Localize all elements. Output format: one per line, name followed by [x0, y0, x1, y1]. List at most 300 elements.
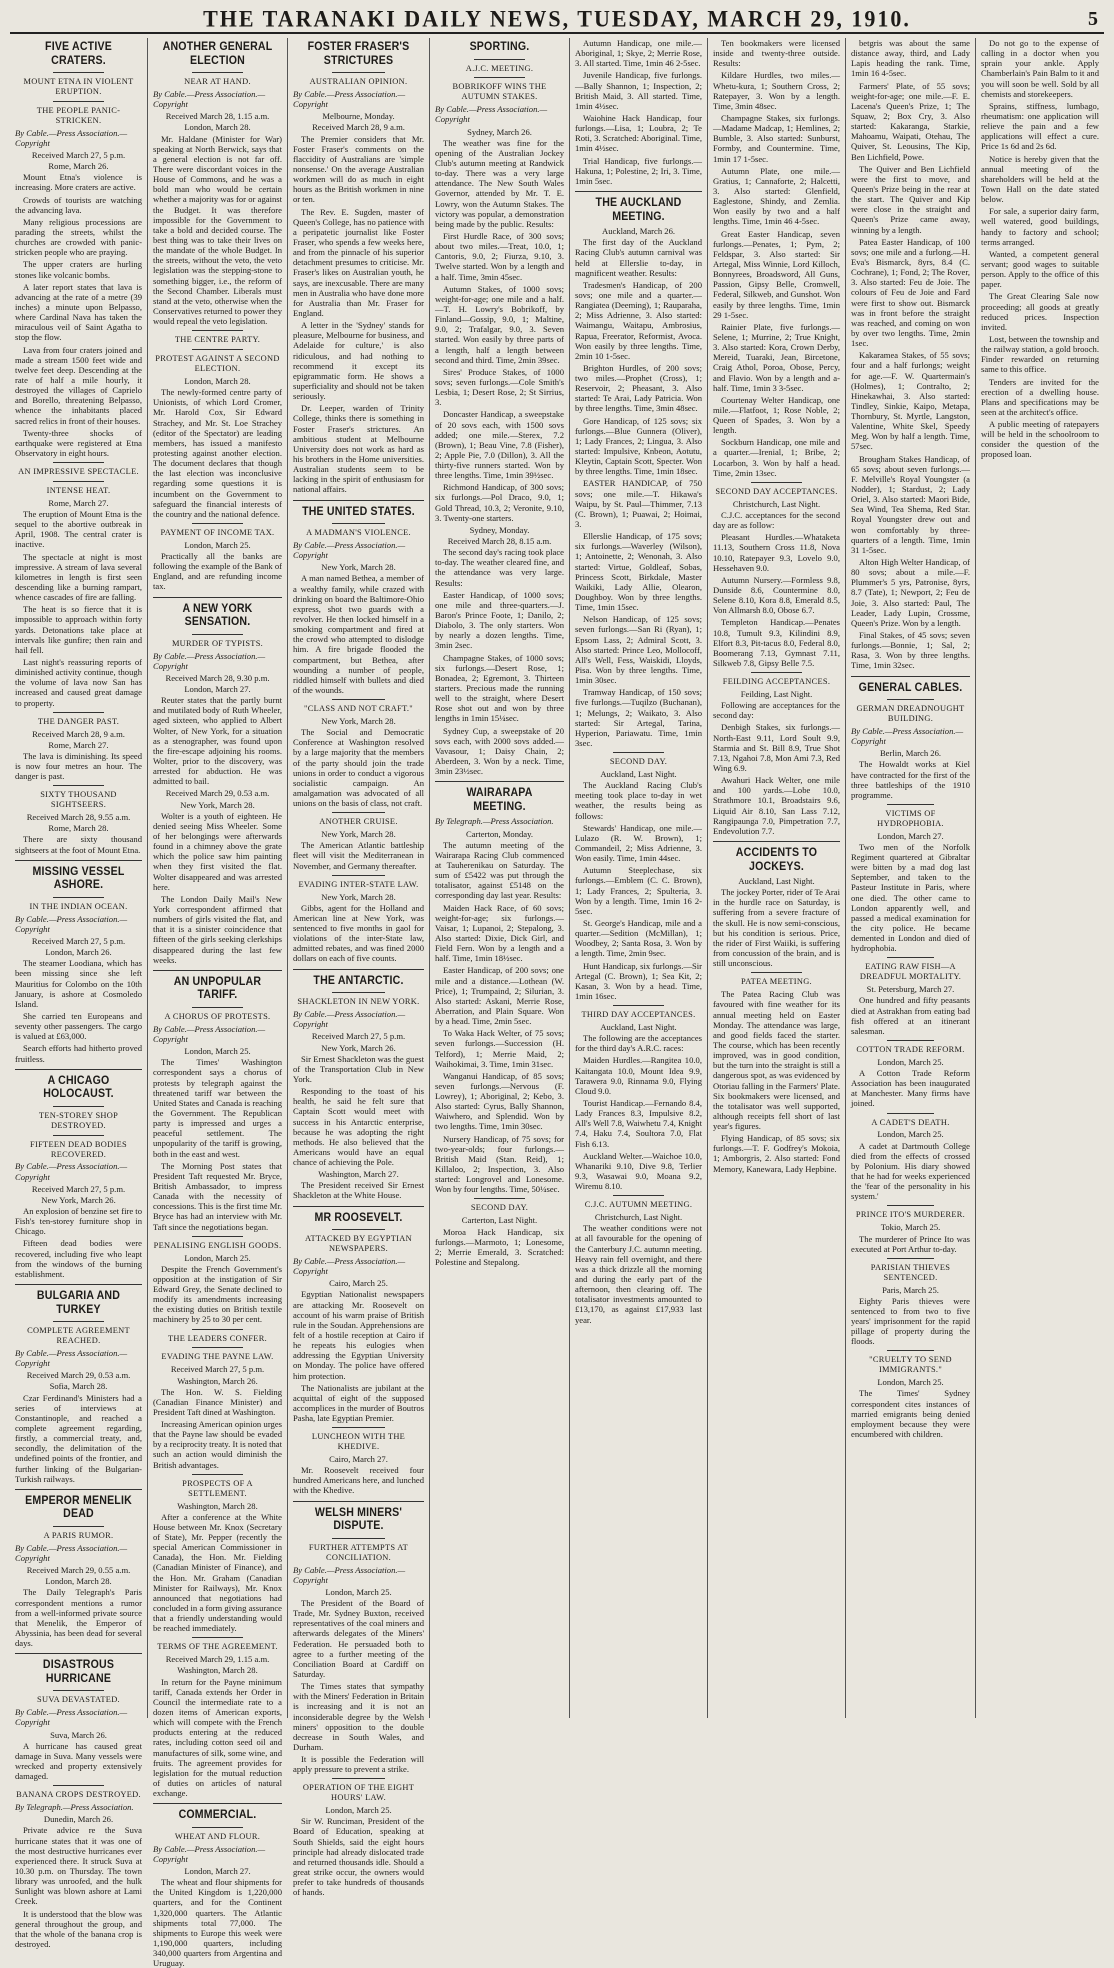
paragraph: A man named Bethea, a member of a wealthy family, while crazed with drinking on board the Baltimore-Ohio express, shot two guards with a revolver. He then locked himself in a smoking compartment and fired at the crowd who attempted to dislodge him. A fire brigade flooded the compartment, but Bethea, after wounding a number of people, riddled himself with bullets and died of the wounds. — [293, 573, 424, 695]
subheadline: A PARIS RUMOR. — [43, 1530, 114, 1540]
headline: GENERAL CABLES. — [858, 681, 963, 694]
dispatch-info: London, March 27. — [184, 1866, 251, 1877]
paragraph: Private advice re the Suva hurricane states that it was one of the most destructive hurricanes ever experienced there. It struck Suva at 10.30 p.m. on Thursday. The town library was unroofed, and the hulk Sunlight was blown ashore at Lami Creek. — [15, 1825, 142, 1907]
section-rule — [192, 330, 244, 331]
paragraph: Gore Handicap, of 125 sovs; six furlongs.—Blue Gunnera (Oliver), 1; Lady Frances, 2; Lingua, 3. Also started: Impulsive, Knbeon, Aotutu, Kleytin, Captain Scott, Specter. Won by three lengths. Time, 1min 18sec. — [575, 415, 702, 477]
paragraph: Doncaster Handicap, a sweepstake of 20 sovs each, with 1500 sovs added; one mile.—Sterex, 7.2 (Brown), 1; Beau Vine, 7.8 (Fisher), 2; Apple Pie, 7.0 (Dillon), 3. All the thirty-five runners started. Won by three lengths. Time, 1min 39½sec. — [435, 409, 564, 481]
headline: ANOTHER GENERAL ELECTION — [162, 41, 273, 67]
column-8 — [976, 38, 1104, 1718]
column-rule — [15, 1069, 142, 1070]
paragraph: Sydney Cup, a sweepstake of 20 sovs each, with 2000 sovs added.—Vavasour, 1; Daisy Chain, 2; Aberdeen, 3. Won by a neck. Time, 3min 23½sec. — [435, 725, 564, 777]
dateline: By Cable.—Press Association.—Copyright — [293, 539, 406, 561]
dispatch-info: Received March 27, 5 p.m. — [31, 1183, 126, 1194]
subheadline: FURTHER ATTEMPTS AT CONCILIATION. — [308, 1542, 409, 1562]
paragraph: The Times' Washington correspondent says a chorus of protests by telegraph against the threatened tariff war between the United States and Canada is reaching the Government. The Republican party is impressed and urges a peaceful settlement. The unpopularity of the tariff is growing, both in the east and west. — [153, 1057, 282, 1159]
paragraph: The weather conditions were not at all favourable for the opening of the Canterbury J.C. autumn meeting. Heavy rain fell overnight, and there was a thick drizzle all the morning and during the early part of the afternoon, then clearing off. The totalisator investments amounted to £13,170, as against £17,933 last year. — [575, 1223, 702, 1325]
paragraph: Gibbs, agent for the Holland and American line at New York, was sentenced to five months in gaol for violations of the inter-State law, admitted rebates, and was fined 2000 dollars on each of five counts. — [293, 902, 424, 964]
paragraph: Farmers' Plate, of 55 sovs; weight-for-age; one mile.—F. E. Lacena's Queen's Prize, 1; The Squaw, 2; Box Cry, 3. Also started: Kakaranga, Starkie, Mahoamu, Waipati, Otehau, The Quiver, St. Leousins, The Kip, Ben Lichfield, Powe. — [851, 80, 970, 162]
headline: THE UNITED STATES. — [302, 505, 415, 518]
paragraph: Richmond Handicap, of 300 sovs; six furlongs.—Pol Draco, 9.0, 1; Gold Thread, 10.3, 2; Veronite, 9.10, 3. Twenty-one starters. — [435, 482, 564, 523]
dispatch-info: New York, March 28. — [321, 829, 396, 840]
paragraph: Mr. Haldane (Minister for War) speaking at North Berwick, says that a general election is not far off. There were discordant voices in the House of Commons, and he was a bold man who would be certain whether a majority was for or against the Budget. It was therefore impossible for the Government to take a bold and decided course. The best thing was to take their lives on the mandate of the whole Budget. In the streets, without the veto, the veto legislation was the stepping-stone to something bigger, i.e., the reform of the Second Chamber. Liberals must stand at the veto, otherwise when the Conservatives returned to power they would repeal the veto legislation. — [153, 133, 282, 327]
dispatch-info: Auckland, Last Night. — [600, 1022, 677, 1033]
headline: THE ANTARCTIC. — [313, 974, 404, 987]
subheadline: GERMAN DREADNOUGHT BUILDING. — [856, 704, 965, 724]
subheadline: EVADING INTER-STATE LAW. — [298, 879, 419, 889]
subheadline: PAYMENT OF INCOME TAX. — [160, 527, 275, 537]
section-rule — [887, 1205, 935, 1206]
column-1 — [10, 38, 148, 1949]
paragraph: Autumn Nursery.—Formless 9.8, Dunside 8.6, Countermine 8.0, Selene 8.10, Kora 8.8, Emerald 8.5, Von Allmarsh 8.0, Obose 6.7. — [713, 574, 840, 616]
subheadline: FEILDING ACCEPTANCES. — [722, 677, 831, 687]
paragraph: To Waka Hack Welter, of 75 sovs; seven furlongs.—Succession (H. Telford), 1; Merrie Maid, 2; Waihokimai, 3. Time, 1min 31sec. — [435, 1028, 564, 1069]
dispatch-info: Received March 28, 9 a.m. — [312, 122, 405, 133]
paragraph: Alton High Welter Handicap, of 80 sovs; about a mile.—F. Plummer's 5 yrs, Patronise, 8yrs, 8.7 (Tate), 1; Newport, 2; Feu de Joie, 3. Also started: Paul, The Leader, Lady Lupin, Crossme, Queen's Prize. Won by a length. — [851, 557, 970, 628]
subheadline: SECOND DAY. — [609, 757, 668, 767]
dispatch-info: London, March 26. — [45, 947, 112, 958]
paragraph: Sockburn Handicap, one mile and a quarter.—Irenial, 1; Bribe, 2; Locarbon, 3. Won by half a head. Time, 2min 13sec. — [713, 437, 840, 478]
dispatch-info: New York, March 26. — [321, 1042, 396, 1053]
paragraph: Hunt Handicap, six furlongs.—Sir Artegal (C. Brown), 1; Sea Kit, 2; Kasan, 3. Won by a head. Time, 1min 16sec. — [575, 960, 702, 1001]
dateline: By Cable.—Press Association.—Copyright — [153, 1843, 266, 1864]
paragraph: The American Atlantic battleship fleet will visit the Mediterranean in November, and Germany thereafter. — [293, 840, 424, 871]
paragraph: The President received Sir Ernest Shackleton at the White House. — [293, 1180, 424, 1201]
section-rule — [887, 957, 935, 958]
paragraph: Despite the French Government's opposition at the instigation of Sir Edward Grey, the Senate declined to modify its amendments increasing the existing duties on British textile machinery by 25 to 30 per cent. — [153, 1263, 282, 1325]
subheadline: PRINCE ITO'S MURDERER. — [855, 1210, 966, 1220]
dispatch-info: Melbourne, Monday. — [322, 111, 395, 122]
paragraph: Autumn Handicap, one mile.—Aboriginal, 1; Skye, 2; Merrie Rose, 3. All started. Time, 1min 46 2-5sec. — [575, 38, 702, 69]
subheadline: COMPLETE AGREEMENT REACHED. — [27, 1326, 130, 1346]
section-rule — [887, 804, 935, 805]
headline: A CHICAGO HOLOCAUST. — [43, 1074, 114, 1101]
section-rule — [887, 1040, 935, 1041]
paragraph: A Cotton Trade Reform Association has been inaugurated at Manchester. Many firms have joined. — [851, 1068, 970, 1109]
dispatch-info: Auckland, Last Night. — [738, 876, 815, 887]
column-rule — [851, 676, 970, 677]
paragraph: The Quiver and Ben Lichfield were the first to move, and Queen's Prize being in the rear at the start. The Quiver and Kip were close in the straight and Queen's Prize came away, winning by a length. — [851, 163, 970, 235]
dateline: By Telegraph.—Press Association. — [15, 1802, 134, 1813]
paragraph: Waiohine Hack Handicap, four furlongs.—Lisa, 1; Loubra, 2; Te Roti, 3. Scratched: Aboriginal. Time, 1min 4½sec. — [575, 112, 702, 154]
section-rule — [332, 812, 384, 813]
paragraph: St. George's Handicap, mile and a quarter.—Sedition (McMillan), 1; Woodbey, 2; Santa Rosa, 3. Won by a length. Time, 2min 9sec. — [575, 918, 702, 959]
section-rule — [192, 72, 244, 73]
subheadline: ATTACKED BY EGYPTIAN NEWSPAPERS. — [305, 1234, 412, 1254]
paragraph: Czar Ferdinand's Ministers had a series of interviews at Constantinople, and reached a complete agreement regarding, firstly, a commercial treaty, and, secondly, the delimitation of the undefined points of the frontier, and further linking of the Bulgarian-Turkish railways. — [15, 1392, 142, 1484]
section-rule — [887, 1350, 935, 1351]
paragraph: Twenty-three shocks of earthquake were registered at Etna Observatory in eight hours. — [15, 427, 142, 458]
section-rule — [332, 72, 384, 73]
section-rule — [332, 1229, 384, 1230]
dispatch-info: Received March 27, 5 p.m. — [31, 150, 126, 161]
paragraph: The Daily Telegraph's Paris correspondent mentions a rumor from a well-informed private source that Menelik, the Emperor of Abyssinia, has been dead for several days. — [15, 1587, 142, 1649]
section-rule — [192, 1329, 244, 1330]
dispatch-info: New York, March 28. — [180, 799, 255, 810]
section-rule — [332, 1538, 384, 1539]
paragraph: Patea Easter Handicap, of 100 sovs; one mile and a furlong.—H. Eva's Bismarck, 8yrs, 8.4 (C. Cochrane), 1; Fond, 2; The Rover, 3. Also started: Feu de Joie. The colours of Feu de Joie and Fard were first to show out. Bismarck was in front before the straight was reached, and coming on won by over two lengths. Time, 2min 1sec. — [851, 236, 970, 349]
dispatch-info: Received March 27, 5 p.m. — [31, 936, 126, 947]
section-rule — [751, 672, 802, 673]
section-rule — [53, 785, 104, 786]
column-rule — [293, 500, 424, 501]
paragraph: Dr. Leeper, warden of Trinity College, thinks there is something in Foster Fraser's strictures. An ambitious student at Melbourne University does not work as hard as his brothers in the Home universities. Australian students seem to be lacking in the spirit of enthusiasm for national affairs. — [293, 403, 424, 495]
dispatch-info: Washington, March 26. — [177, 1375, 258, 1386]
column-rule — [15, 1284, 142, 1285]
paragraph: She carried ten Europeans and seventy other passengers. The cargo is valued at £63,000. — [15, 1011, 142, 1042]
dispatch-info: London, March 25. — [325, 1805, 392, 1816]
headline: FOSTER FRASER'S STRICTURES — [307, 41, 410, 67]
section-rule — [332, 875, 384, 876]
paragraph: Ten bookmakers were licensed inside and twenty-three outside. Results: — [713, 38, 840, 69]
paragraph: The spectacle at night is most impressive. A stream of lava several kilometres in length is first seen descending like a burning rampart, whence cascades of fire are falling. — [15, 551, 142, 603]
dispatch-info: Washington, March 27. — [318, 1169, 399, 1180]
paragraph: Final Stakes, of 45 sovs; seven furlongs.—Bonnie, 1; Sal, 2; Rasa, 3. Won by three lengths. Time, 1min 32sec. — [851, 630, 970, 671]
subheadline: THE LEADERS CONFER. — [168, 1333, 267, 1343]
section-rule — [53, 101, 104, 102]
subheadline: TEN-STOREY SHOP DESTROYED. — [38, 1110, 119, 1130]
paragraph: Responding to the toast of his health, he said he felt sure that Captain Scott would meet with success in his Antarctic enterprise, because he was adopting the right methods. He also believed that the Americans would have an equal chance of achieving the Pole. — [293, 1086, 424, 1168]
section-rule — [192, 634, 244, 635]
paragraph: The lava is diminishing. Its speed is now four metres an hour. The danger is past. — [15, 750, 142, 782]
paragraph: It is possible the Federation will apply pressure to prevent a strike. — [293, 1754, 424, 1775]
paragraph: Following are acceptances for the second day: — [713, 700, 840, 721]
subheadline: "CRUELTY TO SEND IMMIGRANTS." — [869, 1355, 952, 1375]
paragraph: Increasing American opinion urges that the Payne law should be evaded by a reciprocity treaty. It is noted that such an action would diminish the British advantages. — [153, 1419, 282, 1470]
paragraph: Tourist Handicap.—Fernando 8.4, Lady Frances 8.3, Impulsive 8.2, All's Well 7.8, Waiwhetu 7.4, Knight 7.4, Haku 7.4, Soultora 7.0, Flat Fish 6.13. — [575, 1098, 702, 1149]
paragraph: The steamer Loodiana, which has been missing since she left Mauritius for Colombo on the 10th January, is ashore at Cosmoledo Island. — [15, 958, 142, 1009]
headline: COMMERCIAL. — [178, 1809, 257, 1822]
headline: THE AUCKLAND MEETING. — [595, 196, 682, 223]
section-rule — [332, 523, 384, 524]
section-rule — [613, 1005, 664, 1006]
paragraph: The eruption of Mount Etna is the sequel to the abortive outbreak in April, 1908. The central crater is inactive. — [15, 509, 142, 550]
section-rule — [53, 1526, 104, 1527]
section-rule — [53, 712, 104, 713]
subheadline: SECOND DAY. — [470, 1203, 529, 1213]
paragraph: Brougham Stakes Handicap, of 65 sovs; about seven furlongs.—F. Melville's Royal Youngster (a Nodder), 1; Stardust, 2; Lady Oriel, 3. Also started: Maori Bide, Sea Wind, Tea Shema, Red Star. Royal Youngster drew out and won comfortably by three-quarters of a length. Time, 1min 31 1-5sec. — [851, 453, 970, 555]
column-rule — [15, 1489, 142, 1490]
dispatch-info: Berlin, March 26. — [879, 748, 942, 759]
dispatch-info: Christchurch, Last Night. — [594, 1212, 683, 1223]
section-rule — [53, 1135, 104, 1136]
dispatch-info: Rome, March 28. — [48, 823, 109, 834]
paragraph: Trial Handicap, five furlongs.—Hakuna, 1; Polestine, 2; Iri, 3. Time, 1min 5sec. — [575, 155, 702, 186]
paragraph: Tradesmen's Handicap, of 200 sovs; one mile and a quarter.—Rangiatea (Deeming), 1; Rauparaha, 2; Miss Adrienne, 3. Also started: Waimangu, Waitapu, Ambrosius, Rapua, Freerator, Reformist, Avoca. Won easily by three lengths. Time, 2min 10 1-5sec. — [575, 279, 702, 361]
subheadline: AUSTRALIAN OPINION. — [309, 77, 408, 87]
paragraph: Wanganui Handicap, of 85 sovs; seven furlongs.—Nervous (F. Lowrey), 1; Aboriginal, 2; Kebo, 3. Also started: Cyrus, Bally Shannon, Waiwhero, and Splendid. Won by two lengths. Time, 1min 30sec. — [435, 1070, 564, 1132]
paragraph: Sir W. Runciman, President of the Board of Education, speaking at South Shields, said the eight hours principle had already dislocated trade and returned thousands idle. Should a great strike occur, the owners would prefer to take hundreds of thousands of hands. — [293, 1816, 424, 1898]
paragraph: The upper craters are hurling stones like volcanic bombs. — [15, 259, 142, 280]
headline: FIVE ACTIVE CRATERS. — [45, 41, 112, 67]
paragraph: The newly-formed centre party of Unionists, of which Lord Cromer, Mr. Harold Cox, Sir Edward Strachey, and Mr. St. Loe Strachey (editor of the Spectator) are leading members, has issued a manifesto protesting against another election. The document declares that though the last election was inconclusive regarding some questions it is incumbent on the Government to safeguard the financial interests of the country and the national defence. — [153, 387, 282, 519]
dispatch-info: Received March 29, 0.53 a.m. — [26, 1370, 131, 1381]
dispatch-info: Received March 28, 9.55 a.m. — [26, 812, 131, 823]
section-rule — [751, 972, 802, 973]
dateline: By Cable.—Press Association.—Copyright — [293, 89, 406, 110]
subheadline: BANANA CROPS DESTROYED. — [16, 1790, 141, 1800]
section-rule — [613, 752, 664, 753]
dateline: By Cable.—Press Association.—Copyright — [15, 1707, 128, 1728]
section-rule — [53, 897, 104, 898]
paragraph: Autumn Steeplechase, six furlongs.—Emblem (C. C. Brown), 1; Lady Frances, 2; Spulteria, 3. Won by a length. Time, 1min 16 2-5sec. — [575, 865, 702, 916]
section-rule — [332, 1427, 384, 1428]
subheadline: THE CENTRE PARTY. — [174, 335, 261, 345]
subheadline: NEAR AT HAND. — [184, 77, 251, 87]
dateline: By Cable.—Press Association.—Copyright — [851, 725, 964, 747]
paragraph: Auckland Welter.—Waichoe 10.0, Whanariki 9.10, Dive 9.8, Terlier 9.3, Wasawai 9.0, Moana 9.2, Wiremu 8.10. — [575, 1150, 702, 1192]
subheadline: TERMS OF THE AGREEMENT. — [157, 1642, 278, 1652]
paragraph: Last night's reassuring reports of diminished activity continue, though the volume of lava now San has increased and caused great damage to property. — [15, 657, 142, 708]
paragraph: Lava from four craters joined and made a stream 1500 feet wide and twelve feet deep. Descending at the rate of half a mile hourly, it destroyed the villages of Caprielo and Borello, threatening Belpasso, whence the inhabitants placed sacred relics in front of their houses. — [15, 344, 142, 426]
section-rule — [474, 77, 526, 78]
headline: MISSING VESSEL ASHORE. — [32, 865, 125, 892]
column-rule — [153, 597, 282, 598]
dateline: By Cable.—Press Association.—Copyright — [293, 1564, 406, 1585]
subheadline: MURDER OF TYPISTS. — [171, 638, 264, 648]
masthead — [10, 6, 1104, 34]
section-rule — [332, 1778, 384, 1779]
paragraph: Templeton Handicap.—Penates 10.8, Tumult 9.3, Kilindini 8.9, Elfort 8.3, Pit-tacus 8.0, Federal 8.0, Boomerang 7.13, Gymnast 7.11, Silkweb 7.8, Gipsy Belle 7.5. — [713, 617, 840, 668]
subheadline: ANOTHER CRUISE. — [319, 817, 398, 827]
column-rule — [153, 1803, 282, 1804]
paragraph: Autumn Stakes, of 1000 sovs; weight-for-age; one mile and a half.—T. H. Lowry's Bobrikoff, by Finland—Gossip, 9.0, 1; Maltine, 9.0, 2; Trafalgar, 9.0, 3. Seven started. Won easily by three parts of a length, half a length between second and third. Time, 2min 39sec. — [435, 283, 564, 365]
paragraph: Two men of the Norfolk Regiment quartered at Gibraltar were bitten by a mad dog last September, and taken to the Pasteur Institute in Paris, where one died. The other came to London apparently well, and passed a medical examination for the city police. He became demented in London and died of hydrophobia. — [851, 841, 970, 954]
section-rule — [53, 481, 104, 482]
paragraph: The Auckland Racing Club's meeting took place to-day in wet weather, the results being as follows: — [575, 780, 702, 821]
paragraph: Champagne Stakes, of 1000 sovs; six furlongs.—Desert Rose, 1; Bonadea, 2; Egremont, 3. Thirteen starters. Precious made the running well to the straight, where Desert Rose shot out and won by three lengths in 1min 15¼sec. — [435, 652, 564, 724]
paragraph: Crowds of tourists are watching the advancing lava. — [15, 194, 142, 215]
column-rule — [15, 860, 142, 861]
section-rule — [53, 462, 104, 463]
paragraph: Kakaramea Stakes, of 55 sovs; four and a half furlongs; weight for age.—F. W. Quartermain's (Holmes), 1; Contralto, 2; Hinekawhai, 3. Also started: Tindley, Sinkie, Kaipo, Metapa, Thornbury, St. Myrtle, Langston, Valentine, White Skel, Speedy Meg. Won by half a length. Time, 57sec. — [851, 350, 970, 452]
dispatch-info: London, March 28. — [45, 1576, 112, 1587]
dispatch-info: Rome, March 26. — [48, 161, 109, 172]
headline: WAIRARAPA MEETING. — [466, 787, 533, 813]
headline: EMPEROR MENELIK DEAD — [25, 1494, 132, 1521]
dateline: By Cable.—Press Association.—Copyright — [15, 1347, 128, 1369]
paragraph: Wanted, a competent general servant; good wages to suitable person. Apply to the office of this paper. — [981, 248, 1099, 290]
dateline: By Cable.—Press Association.—Copyright — [435, 104, 548, 125]
subheadline: VICTIMS OF HYDROPHOBIA. — [877, 808, 944, 828]
section-rule — [192, 1827, 244, 1828]
section-rule — [192, 1007, 244, 1008]
paragraph: First Hurdle Race, of 300 sovs; about two miles.—Treat, 10.0, 1; Cantoris, 9.0, 2; Fiurza, 9.10, 3. Twelve started. Won by a length and a half. Time, 3min 45sec. — [435, 230, 564, 282]
paragraph: Maiden Hurdles.—Rangitea 10.0, Kaitangata 10.0, Mount Idea 9.9, Tarawera 9.0, Rinnama 9.0, Flying Cloud 9.0. — [575, 1055, 702, 1096]
dispatch-info: Carterton, Monday. — [466, 828, 533, 839]
subheadline: A.J.C. MEETING. — [465, 63, 534, 73]
subheadline: C.J.C. AUTUMN MEETING. — [584, 1200, 693, 1210]
dateline: By Cable.—Press Association.—Copyright — [153, 89, 266, 110]
paragraph: In return for the Payne minimum tariff, Canada extends her Order in Council the intermediate rate to a dozen items of American exports, which will compete with the French products entering at the reduced rates, including cotton seed oil and manufactures of silk, some wine, and fruits. The agreement provides for legislation for the mutual reduction of duties on articles of natural exchange. — [153, 1676, 282, 1799]
dispatch-info: Cairo, March 27. — [329, 1454, 388, 1465]
dispatch-info: New York, March 26. — [41, 1194, 116, 1205]
dateline: By Telegraph.—Press Association. — [435, 816, 554, 827]
paragraph: The autumn meeting of the Wairarapa Racing Club commenced at Tauherenikau on Saturday. The sum of £5422 was put through the totalisator, against £5148 on the corresponding day last year. Results: — [435, 839, 564, 901]
paragraph: Mr. Roosevelt received four hundred Americans here, and lunched with the Khedive. — [293, 1465, 424, 1496]
dispatch-info: Received March 29, 0.53 a.m. — [165, 788, 270, 799]
dateline: By Cable.—Press Association.—Copyright — [293, 1009, 406, 1030]
column-4 — [430, 38, 570, 1718]
dateline: By Cable.—Press Association.—Copyright — [15, 127, 128, 148]
section-rule — [192, 1236, 244, 1237]
newspaper-title: THE TARANAKI DAILY NEWS, TUESDAY, MARCH 29, 1910. — [203, 5, 911, 32]
section-rule — [332, 699, 384, 700]
subheadline: A MADMAN'S VIOLENCE. — [306, 528, 411, 538]
paragraph: Brighton Hurdles, of 200 sovs; two miles.—Prophet (Cross), 1; Reservoir, 2; Pheasant, 3. Also started: Te Arai, Lady Patricia. Won by three lengths. Time, 3min 48sec. — [575, 362, 702, 414]
dispatch-info: New York, March 28. — [321, 562, 396, 573]
subheadline: SHACKLETON IN NEW YORK. — [297, 997, 420, 1007]
dispatch-info: London, March 25. — [184, 1252, 251, 1263]
subheadline: MOUNT ETNA IN VIOLENT ERUPTION. — [23, 77, 134, 97]
paragraph: Sires' Produce Stakes, of 1000 sovs; seven furlongs.—Cole Smith's Lesbia, 1; Desert Rose, 2; St Sirrius, 3. — [435, 366, 564, 408]
column-5 — [570, 38, 708, 1718]
dispatch-info: London, March 25. — [877, 1377, 944, 1388]
paragraph: betgris was about the same distance away, third, and Lady Lapis heading the rank. Time, 1min 16 4-5sec. — [851, 38, 970, 79]
headline: DISASTROUS HURRICANE — [42, 1659, 115, 1685]
paragraph: The heat is so fierce that it is impossible to approach within forty yards. Detonations take place at intervals like gunfire; then rain and hail fell. — [15, 604, 142, 655]
paragraph: Sprains, stiffness, lumbago, rheumatism: one application will relieve the pain and a few applications will effect a cure. Price 1s 6d and 2s 6d. — [981, 100, 1099, 152]
subheadline: OPERATION OF THE EIGHT HOURS' LAW. — [302, 1783, 415, 1803]
subheadline: SIXTY THOUSAND SIGHTSEERS. — [40, 790, 117, 810]
section-rule — [613, 1195, 664, 1196]
dispatch-info: St. Petersburg, March 27. — [866, 984, 955, 995]
dispatch-info: London, March 27. — [184, 684, 251, 695]
column-rule — [713, 841, 840, 842]
paragraph: The Nationalists are jubilant at the acquittal of eight of the supposed accomplices in the murder of Boutros Pasha, late Egyptian Premier. — [293, 1382, 424, 1424]
subheadline: A CHORUS OF PROTESTS. — [164, 1011, 271, 1021]
section-rule — [887, 699, 935, 700]
paragraph: A hurricane has caused great damage in Suva. Many vessels were wrecked and property extensively damaged. — [15, 1740, 142, 1782]
paragraph: Easter Handicap, of 1000 sovs; one mile and three-quarters.—J. Baron's Prince Foote, 1; Danilo, 2; Diabolo, 3. The only starters. Won by nearly a dozen lengths. Time, 3min 2sec. — [435, 589, 564, 651]
section-rule — [887, 1113, 935, 1114]
paragraph: Maiden Hack Race, of 60 sovs; weight-for-age; six furlongs.—Vaisar, 1; Lupanoi, 2; Stepalong, 3. Also started: Dixie, Dick Girl, and Field Fern. Won by a length and a half. Time, 1min 18½sec. — [435, 902, 564, 964]
paragraph: Pleasant Hurdles.—Whataketa 11.13, Southern Cross 11.8, Nova 10.10, Ratepayer 9.3, Lovelo 9.0, Hessehaven 9.0. — [713, 532, 840, 573]
dispatch-info: Carterton, Last Night. — [461, 1215, 538, 1226]
paragraph: It is understood that the blow was general throughout the group, and that the whole of the banana crop is destroyed. — [15, 1908, 142, 1949]
section-rule — [192, 349, 244, 350]
dateline: By Cable.—Press Association.—Copyright — [15, 1542, 128, 1563]
paragraph: Sir Ernest Shackleton was the guest of the Transportation Club in New York. — [293, 1053, 424, 1084]
dateline: By Cable.—Press Association.—Copyright — [15, 1161, 128, 1182]
dispatch-info: Received March 29, 1.15 a.m. — [165, 1654, 270, 1665]
paragraph: Moroa Hack Handicap, six furlongs.—Marmoto, 1; Lonesome, 2; Merrie Emerald, 3. Scratched: Polestine and Stepalong. — [435, 1226, 564, 1267]
section-rule — [751, 482, 802, 483]
paragraph: The jockey Porter, rider of Te Arai in the hurdle race on Saturday, is suffering from a severe fracture of the skull. He is now semi-conscious, but his condition is serious. Price, the rider of First Waiiki, is suffering from concussion of the brain, and is still unconscious. — [713, 887, 840, 969]
dispatch-info: Feilding, Last Night. — [740, 688, 813, 699]
paragraph: EASTER HANDICAP, of 750 sovs; one mile.—T. Hikawa's Waipu, by St. Paul—Thimmer, 7.13 (C. Brown), 1; Puawai, 2; Hoimai, 3. — [575, 478, 702, 530]
dispatch-info: Paris, March 25. — [882, 1284, 939, 1295]
paragraph: Wolter is a youth of eighteen. He denied seeing Miss Wheeler. Some of her belongings were afterwards found in a chimney above the grate which the police saw him painting when they first visited the flat. Wolter disappeared and was arrested here. — [153, 810, 282, 892]
dispatch-info: Washington, March 28. — [177, 1665, 258, 1676]
dateline: By Cable.—Press Association.—Copyright — [293, 1256, 406, 1277]
paragraph: Practically all the banks are following the example of the Bank of England, and are refunding income tax. — [153, 551, 282, 592]
dispatch-info: London, March 27. — [877, 830, 944, 841]
paragraph: Tenders are invited for the erection of a dwelling house. Plans and specifications may be seen at the architect's office. — [981, 376, 1099, 417]
paragraph: Autumn Plate, one mile.—Gratius, 1; Cannaforte, 2; Halcetti, 3. Also started: Glenfield, Eaglestone, Shindy, and Zemlia. Won easily by two and a half lengths. Time, 1min 46 4-5sec. — [713, 165, 840, 227]
dispatch-info: Received March 28, 9.30 p.m. — [165, 672, 270, 683]
dispatch-info: London, March 25. — [184, 1046, 251, 1057]
column-6 — [708, 38, 846, 1718]
dispatch-info: Sydney, March 26. — [467, 126, 532, 137]
subheadline: FIFTEEN DEAD BODIES RECOVERED. — [30, 1139, 127, 1159]
section-rule — [474, 59, 526, 60]
paragraph: The weather was fine for the opening of the Australian Jockey Club's autumn meeting at Randwick to-day. There was a very large attendance. The New South Wales Governor, attended by Mr. T. E. Lowry, won the Autumn Stakes. The victory was popular, a demonstration being made by the public. Results: — [435, 137, 564, 229]
paragraph: A cadet at Dartmouth College died from the effects of crossed by Polonium. His diary showed that he had for weeks experienced the 'fear of the personality in his system.' — [851, 1140, 970, 1202]
subheadline: EVADING THE PAYNE LAW. — [161, 1352, 274, 1362]
paragraph: Eighty Paris thieves were sentenced to from two to five years' imprisonment for the rapid pillage of property during the floods. — [851, 1295, 970, 1347]
paragraph: The murderer of Prince Ito was executed at Port Arthur to-day. — [851, 1233, 970, 1254]
paragraph: One hundred and fifty peasants died at Astrakhan from eating bad fish offered at an itinerant salesman. — [851, 995, 970, 1036]
subheadline: WHEAT AND FLOUR. — [174, 1831, 261, 1841]
headline: AN UNPOPULAR TARIFF. — [173, 975, 262, 1002]
paragraph: The Premier considers that Mr. Foster Fraser's comments on the flaccidity of Australians are 'simple nonsense.' On the average Australian workmen will do as much in eight hours as the British workmen in nine or ten. — [293, 133, 424, 205]
paragraph: The Hon. W. S. Fielding (Canadian Finance Minister) and President Taft dined at Washington. — [153, 1386, 282, 1417]
subheadline: PATEA MEETING. — [741, 977, 812, 987]
paragraph: A public meeting of ratepayers will be held in the schoolroom to consider the question of the proposed loan. — [981, 419, 1099, 460]
headline: WELSH MINERS' DISPUTE. — [314, 1506, 403, 1533]
headline: BULGARIA AND TURKEY — [36, 1290, 121, 1316]
paragraph: The Great Clearing Sale now proceeding; all goods at greatly reduced prices. Inspection invited. — [981, 291, 1099, 332]
paragraph: For sale, a superior dairy farm, well watered, good buildings, handy to factory and school; terms arranged. — [981, 206, 1099, 247]
dispatch-info: London, March 25. — [877, 1056, 944, 1067]
section-rule — [192, 1347, 244, 1348]
paragraph: The London Daily Mail's New York correspondent affirmed that numbers of girls visited the flat, and that it is a sinister coincidence that fifteen of the girls seeking clerkships disappeared during the last few weeks. — [153, 893, 282, 965]
section-rule — [192, 523, 244, 524]
subheadline: PROTEST AGAINST A SECOND ELECTION. — [155, 354, 280, 374]
column-7 — [846, 38, 976, 1718]
dispatch-info: Sofia, March 28. — [49, 1381, 108, 1392]
paragraph: Awahuri Hack Welter, one mile and 100 yards.—Lobe 10.0, Strathmore 10.1, Broadstairs 9.6, Liquid Air 8.10, San Lass 7.12, Rangipaunga 7.0, Pimpetration 7.7, Endevolution 7.7. — [713, 775, 840, 836]
subheadline: THE PEOPLE PANIC-STRICKEN. — [36, 105, 121, 125]
subheadline: LUNCHEON WITH THE KHEDIVE. — [311, 1432, 406, 1452]
paragraph: Do not go to the expense of calling in a doctor when you sprain your ankle. Apply Chamberlain's Pain Balm to it and you will soon be well. Sold by all chemists and storekeepers. — [981, 38, 1099, 99]
section-rule — [53, 72, 104, 73]
paragraph: Stewards' Handicap, one mile.—Lulazo (R. W. Brown), 1; Commandeil, 2; Miss Adrienne, 3. Won easily. Time, 1min 44sec. — [575, 822, 702, 864]
paragraph: Reuter states that the partly burnt and mutilated body of Ruth Wheeler, aged sixteen, who applied to Albert Wolter, of New York, for a situation as a stenographer, was found upon the fire-escape adjoining his rooms. Wolter, prior to the discovery, was arrested for abduction. He was admitted to bail. — [153, 695, 282, 787]
dispatch-info: Received March 27, 5 p.m. — [311, 1031, 406, 1042]
paragraph: Denbigh Stakes, six furlongs.—North-East 9.11, Lord Soult 9.9, Starmia and St. Bill 8.9, True Shot 7.13, Ngahoi 7.8, Mon Ami 7.3, Red Wing 6.9. — [713, 722, 840, 773]
subheadline: AN IMPRESSIVE SPECTACLE. — [18, 467, 139, 477]
paragraph: Ellerslie Handicap, of 175 sovs; six furlongs.—Waverley (Wilson), 1; Antoinette, 2; Wenonah, 3. Also started: Virtue, Goldleaf, Sobas, Princess Scott, Birkdale, Master Waikiki, Lady Allie, Olearon, Doughboy. Won by three lengths. Time, 1min 15sec. — [575, 531, 702, 613]
section-rule — [887, 1258, 935, 1259]
column-rule — [15, 1653, 142, 1654]
headline: A NEW YORK SENSATION. — [182, 602, 253, 629]
subheadline: INTENSE HEAT. — [46, 486, 111, 496]
paragraph: A later report states that lava is advancing at the rate of a metre (39 inches) a minute upon Belpasso, where Cardinal Nava has taken the miraculous veil of Saint Agatha to stop the flow. — [15, 281, 142, 343]
subheadline: A CADET'S DEATH. — [871, 1117, 950, 1127]
section-rule — [53, 1690, 104, 1691]
section-rule — [53, 1321, 104, 1322]
section-rule — [53, 1785, 104, 1786]
dispatch-info: London, March 25. — [877, 1129, 944, 1140]
paragraph: The President of the Board of Trade, Mr. Sydney Buxton, received representatives of the coal miners and afterwards delegates of the Miners' Federation. He persuaded both to agree to a further meeting of the Conciliation Board at Cardiff on Saturday. — [293, 1597, 424, 1679]
column-2 — [148, 38, 288, 1968]
subheadline: SUVA DEVASTATED. — [37, 1695, 120, 1705]
columns — [10, 38, 1104, 1968]
paragraph: Juvenile Handicap, five furlongs.—Bally Shannon, 1; Inspection, 2; British Maid, 3. All started. Time, 1min 4½sec. — [575, 70, 702, 111]
dispatch-info: London, March 28. — [184, 375, 251, 386]
dispatch-info: Received March 28, 1.15 a.m. — [165, 111, 270, 122]
dispatch-info: New York, March 28. — [321, 716, 396, 726]
paragraph: Mount Etna's violence is increasing. More craters are active. — [15, 172, 142, 193]
subheadline: BOBRIKOFF WINS THE AUTUMN STAKES. — [452, 82, 547, 102]
paragraph: Courtenay Welter Handicap, one mile.—Flatfoot, 1; Rose Noble, 2; Queen of Spades, 3. Won by a length. — [713, 394, 840, 436]
subheadline: COTTON TRADE REFORM. — [856, 1044, 965, 1054]
dispatch-info: London, March 28. — [184, 122, 251, 133]
paragraph: The Rev. E. Sugden, master of Queen's College, has no patience with a peripatetic journalist like Foster Fraser, who spends a few weeks here, and from the pinnacle of his superior detachment presumes to criticise. Mr. Fraser's likes on Australian youth, he says, are inexcusable. There are many men in Australia who have done more for Australia than Mr. Fraser for England. — [293, 206, 424, 318]
dispatch-info: Received March 28, 9 a.m. — [32, 728, 125, 739]
paragraph: A letter in the 'Sydney' stands for pleasure, Melbourne for business, and Adelaide for culture,' is also ridiculous, and had nothing to recommend it except its epigrammatic form. He shows a superficiality and should not be taken seriously. — [293, 320, 424, 402]
